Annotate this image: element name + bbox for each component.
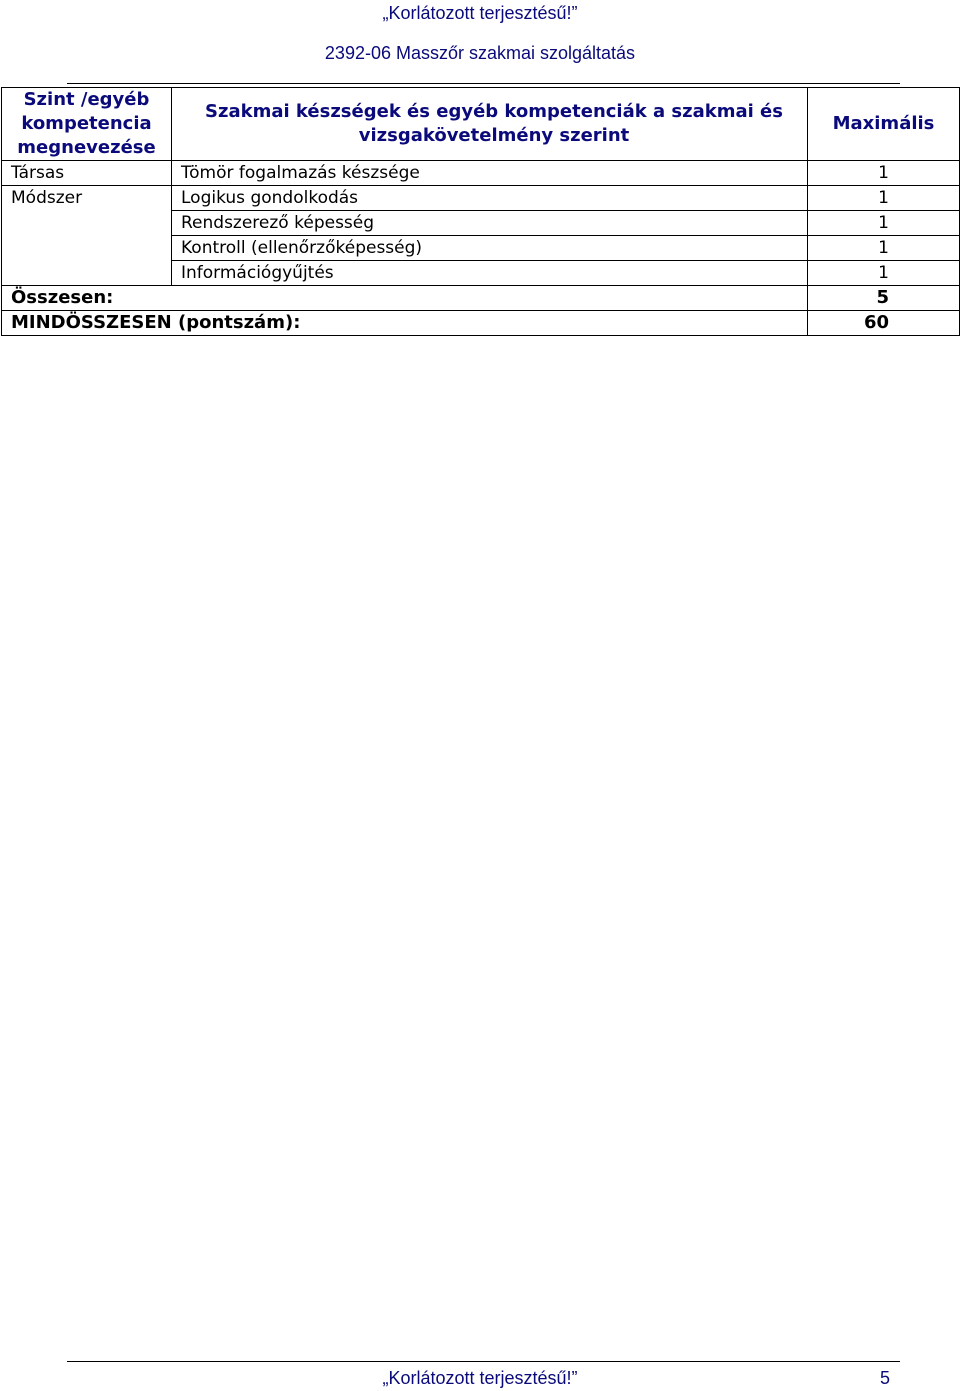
restriction-notice-footer: „Korlátozott terjesztésű!” [382,1368,578,1388]
subtotal-value: 5 [808,286,960,311]
row-max: 1 [808,161,960,186]
table-row [2,211,960,236]
header-skill: Szakmai készségek és egyéb kompetenciák a szakmai és vizsgakövetelmény szerint [172,88,808,161]
grand-total-value: 60 [808,311,960,336]
row-max: 1 [808,211,960,236]
row-level [2,261,172,286]
row-max: 1 [808,261,960,286]
table-row [2,186,960,211]
footer-divider [67,1361,900,1362]
row-level [2,236,172,261]
subtotal-label: Összesen: [2,286,808,311]
competency-table [1,87,960,336]
header-divider [67,83,900,84]
grand-total-row [2,311,960,336]
restriction-notice-header: „Korlátozott terjesztésű!” [382,3,578,23]
table-header-row [2,88,960,161]
row-skill: Tömör fogalmazás készsége [172,161,808,186]
table-row [2,161,960,186]
header-level: Szint /egyéb kompetencia megnevezése [2,88,172,161]
row-level: Módszer [2,186,172,211]
row-max: 1 [808,236,960,261]
table-row [2,236,960,261]
table-row [2,261,960,286]
row-skill: Rendszerező képesség [172,211,808,236]
grand-total-label: MINDÖSSZESEN (pontszám): [2,311,808,336]
page-number: 5 [880,1368,891,1388]
header-max: Maximális [808,88,960,161]
row-skill: Logikus gondolkodás [172,186,808,211]
subtotal-row [2,286,960,311]
row-level: Társas [2,161,172,186]
row-max: 1 [808,186,960,211]
row-skill: Információgyűjtés [172,261,808,286]
row-level [2,211,172,236]
row-skill: Kontroll (ellenőrzőképesség) [172,236,808,261]
document-subtitle: 2392-06 Masszőr szakmai szolgáltatás [324,43,636,63]
